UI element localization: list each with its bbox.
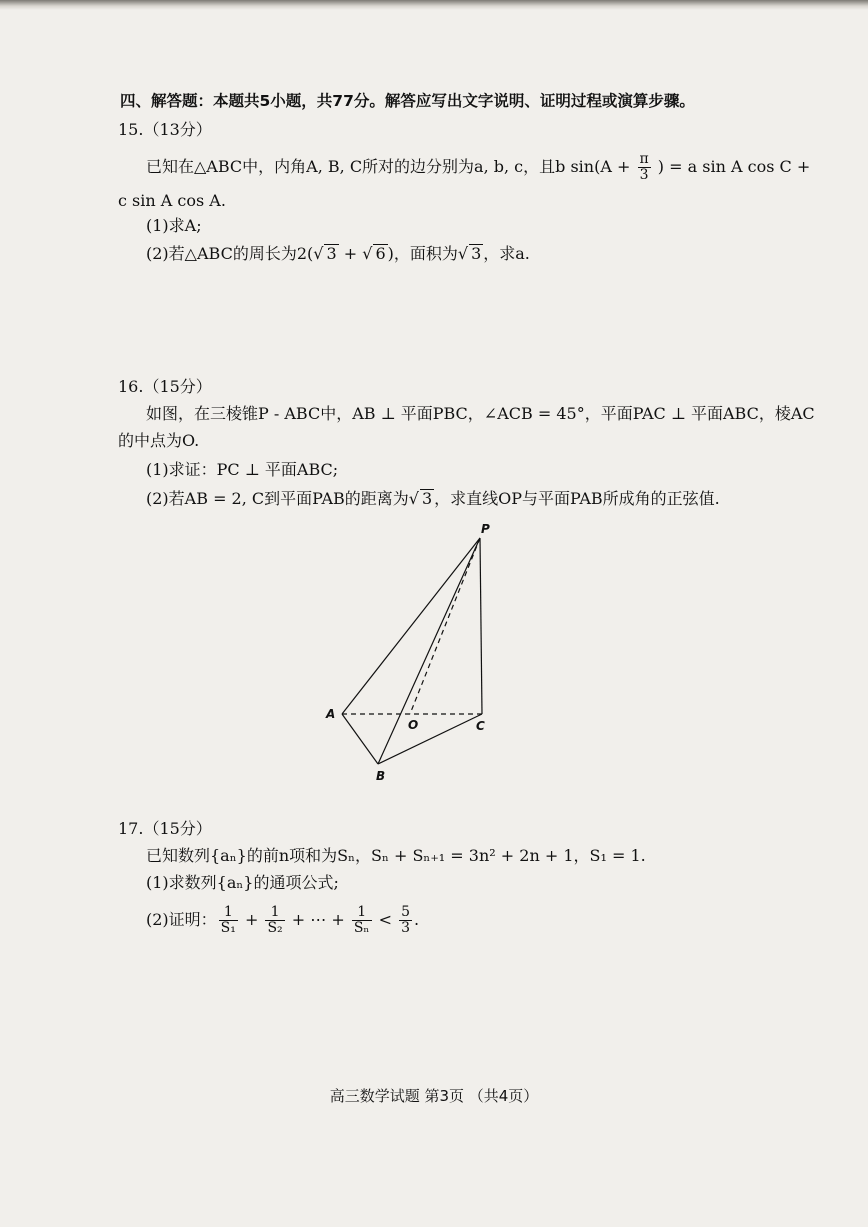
pyramid-figure — [318, 518, 508, 788]
label-B: B — [376, 769, 386, 783]
fraction-1-over-S2 — [265, 905, 284, 936]
fraction-1-over-S1 — [219, 905, 238, 936]
q16-part2-text-b: ，求直线OP与平面PAB所成角的正弦值. — [434, 489, 720, 508]
q15-part2 — [146, 243, 530, 265]
page-footer: 高三数学试题 第3页 （共4页） — [329, 1087, 539, 1105]
q16-part1: (1)求证：PC ⊥ 平面ABC; — [146, 460, 339, 479]
edge-BC — [378, 714, 482, 764]
q15-stem-a: 已知在△ABC中，内角A, B, C所对的边分别为a, b, c，且b sin(A + — [146, 157, 631, 176]
q15-part2-text-b: )，面积为 — [387, 244, 458, 263]
fraction-numerator: 1 — [352, 905, 372, 921]
q16-part2 — [146, 488, 720, 510]
pi-over-3-fraction — [638, 152, 651, 183]
q17-part2 — [146, 902, 419, 938]
fraction-numerator: 5 — [401, 904, 411, 920]
fraction-denominator: 3 — [639, 167, 649, 183]
edge-PC — [480, 538, 482, 714]
radicand: 3 — [471, 244, 482, 263]
q17-part2-prefix: (2)证明： — [146, 910, 217, 929]
fraction-denominator: Sₙ — [353, 920, 370, 936]
label-O: O — [408, 718, 419, 732]
segment-OP-hidden — [410, 538, 480, 714]
q15-part1: (1)求A; — [146, 216, 202, 235]
q17-number: 17.（15分） — [118, 819, 212, 838]
plus-sign: + — [244, 910, 259, 929]
fraction-denominator: S₁ — [220, 920, 236, 936]
fraction-denominator: 3 — [401, 920, 411, 936]
sqrt-3: √ 3 — [408, 489, 433, 508]
edge-PB — [378, 538, 480, 764]
edge-AB — [342, 714, 378, 764]
less-than-sign: < — [378, 910, 392, 929]
q16-stem-line1: 如图，在三棱锥P - ABC中，AB ⊥ 平面PBC，∠ACB = 45°，平面PAC ⊥ 平面ABC，棱AC — [146, 404, 815, 423]
q16-number: 16.（15分） — [118, 377, 212, 396]
q15-number: 15.（13分） — [118, 120, 212, 139]
fraction-denominator: S₂ — [267, 920, 283, 936]
label-P: P — [481, 522, 490, 536]
q15-stem-b: ) = a sin A cos C + — [657, 157, 811, 176]
label-C: C — [476, 719, 485, 733]
period: . — [414, 910, 420, 929]
q15-part2-text-a: (2)若△ABC的周长为2( — [146, 244, 314, 263]
label-A: A — [326, 707, 336, 721]
radicand: 3 — [421, 489, 433, 508]
edge-PA — [342, 538, 480, 714]
q17-part1: (1)求数列{aₙ}的通项公式; — [146, 873, 339, 892]
q15-stem-line1 — [146, 152, 810, 183]
radicand: 6 — [375, 244, 386, 263]
sqrt-3: √ 3 — [313, 244, 337, 263]
sqrt-3: √ 3 — [457, 244, 482, 263]
q15-stem-line2: c sin A cos A. — [118, 191, 226, 210]
fraction-numerator: 1 — [265, 905, 284, 921]
q16-part2-text-a: (2)若AB = 2, C到平面PAB的距离为 — [146, 489, 409, 508]
sqrt-6: √ 6 — [362, 244, 386, 263]
section-header: 四、解答题：本题共5小题，共77分。解答应写出文字说明、证明过程或演算步骤。 — [120, 92, 695, 110]
plus-sign: + — [343, 244, 358, 263]
fraction-numerator: 1 — [219, 905, 238, 921]
fraction-numerator: π — [639, 151, 649, 167]
q16-stem-line2: 的中点为O. — [118, 431, 200, 450]
scan-edge — [0, 0, 868, 10]
q15-part2-text-c: ，求a. — [483, 244, 530, 263]
q17-stem: 已知数列{aₙ}的前n项和为Sₙ，Sₙ + Sₙ₊₁ = 3n² + 2n + 1，S₁ = 1. — [146, 846, 646, 865]
ellipsis-sum: + ⋯ + — [291, 910, 345, 929]
fraction-1-over-Sn — [352, 905, 372, 936]
fraction-5-over-3 — [399, 905, 412, 936]
radicand: 3 — [326, 244, 337, 263]
